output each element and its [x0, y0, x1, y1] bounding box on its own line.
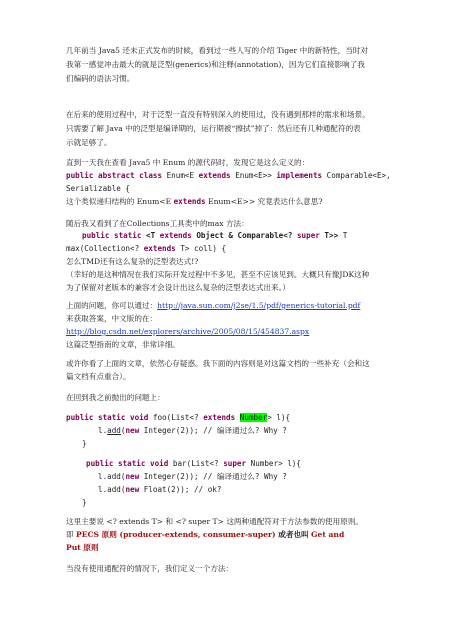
para-4-line-1: 随后我又看到了在Collections工具类中的max 方法：	[66, 219, 249, 228]
foo-code-line	[66, 412, 290, 424]
code-keyword: void	[130, 413, 149, 422]
code-text: l.add(	[98, 472, 126, 481]
code-text: l.	[98, 426, 108, 435]
code-keyword: static	[118, 459, 146, 468]
code-text: Enum<E	[166, 171, 195, 180]
code-text: Enum<E>>	[235, 171, 272, 180]
highlighted-number: Number	[239, 413, 268, 422]
code-text: T> coll) {	[180, 244, 227, 253]
code-text: Comparable<E>,	[326, 171, 391, 180]
code-text: Integer(2)); // 编译通过么? Why ?	[143, 426, 287, 435]
csdn-link-text[interactable]: http://blog.csdn.net/explorers/archive/2005/08/15/454837.aspx	[66, 327, 310, 336]
pecs-alt-label: 或者也叫	[275, 530, 309, 539]
para-2-line-3: 示就足够了。	[66, 138, 112, 147]
code-keyword: void	[150, 459, 169, 468]
link-intro-text: 上面的问题，你可以通过：	[66, 301, 158, 310]
code-keyword: extends	[143, 244, 176, 253]
para-2-line-2: 只需要了解 Java 中的泛型是编译期的，运行期被“擦拭”掉了：然后还有几种通配符的表	[66, 124, 361, 133]
code-keyword: new	[125, 485, 140, 494]
code-text: Number> l){	[250, 459, 301, 468]
para-1-line-2: 我第一感觉冲击最大的就是泛型(generics)和注释(annotation)，因为它们直接影响了我	[66, 60, 365, 69]
code-text: T	[342, 231, 348, 240]
para-5-line-4: 这篇泛型指南的文章，非常详细。	[66, 340, 180, 349]
csdn-link[interactable]	[66, 326, 309, 338]
para-3-line-1: 直到一天我在查看 Java5 中 Enum 的源代码时，发现它是这么定义的：	[66, 158, 310, 167]
code-keyword: extends	[203, 413, 236, 422]
code-text: Object	[196, 231, 224, 240]
para-3-question	[66, 196, 322, 208]
para-1-line-1: 几年前当 Java5 还未正式发布的时候，看到过一些人写的介绍 Tiger 中的新特性，当时对	[66, 46, 368, 55]
code-text: T>>	[324, 231, 339, 240]
pecs-intro: 即	[66, 530, 77, 539]
code-keyword: public	[86, 459, 114, 468]
code-keyword: implements	[276, 171, 323, 180]
para-6-line-2: 篇文档有点重合）。	[66, 372, 131, 381]
code-keyword: abstract	[98, 171, 135, 180]
code-text: bar(List<?	[172, 459, 219, 468]
code-keyword: super	[296, 231, 320, 240]
para-8-line-1: 这里主要说 <? extends T> 和 <? super T> 这两种通配符对于方法参数的使用原则。	[66, 517, 364, 526]
para-4-note-line-1: （幸好的是这种情况在我们实际开发过程中不多见，甚至不应该见到。大概只有像JDK这种	[66, 270, 370, 279]
para-5-line-2: 来获取答案，中文版的在：	[66, 314, 158, 323]
code-text: add	[107, 426, 121, 435]
para-4-note-line-2: 为了保留对老版本的兼容才会设计出这么复杂的泛型表达式出来。）	[66, 283, 291, 292]
code-text: Float(2)); // ok?	[143, 485, 222, 494]
para-9-line-1: 当没有使用通配符的情况下，我们定义一个方法：	[66, 564, 234, 573]
code-text: foo(List<?	[152, 413, 199, 422]
para-6-line-1: 或许你看了上面的文章，依然心存疑惑。我下面的内容则是对这篇文档的一些补充（会和这	[66, 359, 370, 368]
code-text: max(Collection<?	[66, 244, 140, 253]
foo-body-line	[98, 425, 287, 437]
code-keyword: public	[66, 171, 94, 180]
get-and-put: Get and	[311, 530, 345, 539]
para-8-line-3: Put 原则	[66, 543, 99, 552]
bar-close-brace: }	[82, 498, 87, 507]
code-text: <T	[146, 231, 156, 240]
para-7-line-1: 在回到我之前抛出的问题上：	[66, 393, 165, 402]
code-keyword: public	[66, 413, 94, 422]
code-keyword: extends	[159, 231, 192, 240]
code-keyword: static	[98, 413, 126, 422]
code-keyword: static	[114, 231, 142, 240]
para-2-line-1: 在后来的使用过程中，对于泛型一直没有特别深入的使用过，没有遇到那样的需求和场景。	[66, 110, 370, 119]
bar-body-line-1	[98, 471, 287, 483]
code-text: Integer(2)); // 编译通过么? Why ?	[143, 472, 287, 481]
pecs-principle: PECS 原则 (producer-extends, consumer-super)	[76, 530, 276, 539]
enum-code-line-1	[66, 170, 391, 182]
para-8-line-2	[66, 529, 344, 541]
max-code-line-2	[66, 243, 226, 255]
code-text: l.add(	[98, 485, 126, 494]
enum-code-line-2: Serializable {	[66, 184, 131, 193]
question-text: 这个类似递归结构的 Enum<E	[66, 197, 174, 206]
code-keyword: extends	[198, 171, 231, 180]
code-text: (	[120, 426, 126, 435]
code-keyword: class	[139, 171, 163, 180]
code-keyword: super	[223, 459, 247, 468]
question-text: Enum<E>> 究竟表达什么意思?	[205, 197, 323, 206]
code-keyword: new	[125, 426, 140, 435]
bar-code-line	[86, 458, 301, 470]
para-4-exclaim: 怎么TMD还有这么复杂的泛型表达式!?	[66, 257, 199, 266]
bar-body-line-2	[98, 484, 221, 496]
code-keyword: new	[125, 472, 140, 481]
foo-close-brace: }	[82, 439, 87, 448]
para-1-line-3: 们编码的语法习惯。	[66, 74, 135, 83]
max-code-line-1	[82, 230, 347, 242]
code-text: &	[228, 231, 233, 240]
code-text: Comparable<?	[237, 231, 293, 240]
code-keyword: public	[82, 231, 110, 240]
generics-tutorial-link[interactable]: http://java.sun.com/j2se/1.5/pdf/generics-tutorial.pdf	[157, 301, 361, 310]
code-text: > l){	[267, 413, 291, 422]
para-5-line-1	[66, 300, 360, 312]
code-keyword: extends	[173, 197, 206, 206]
